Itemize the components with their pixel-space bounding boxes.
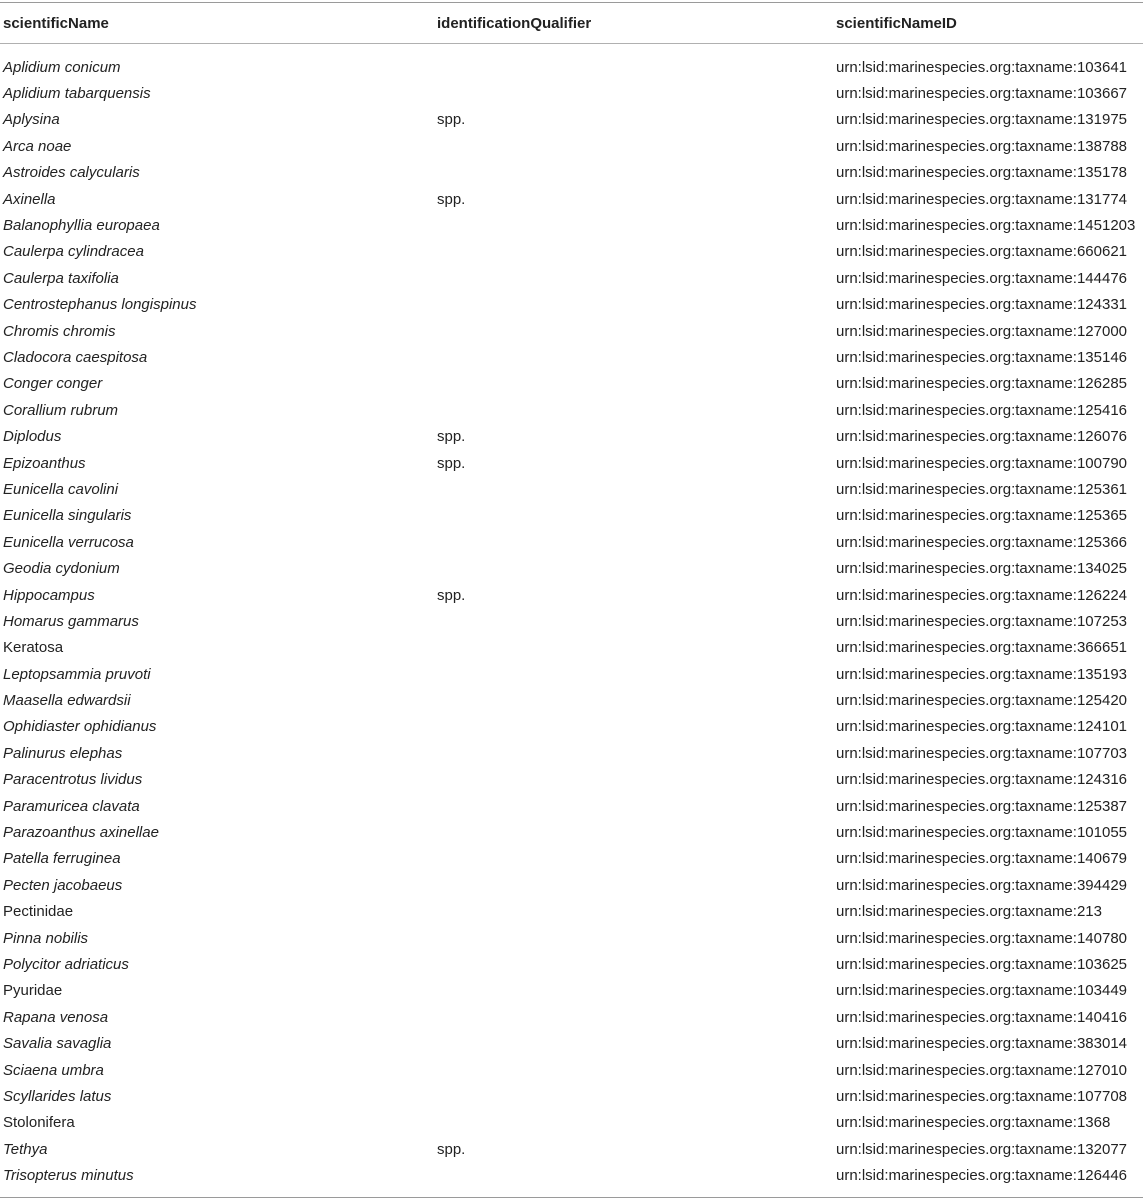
- table-row: [0, 951, 1143, 977]
- cell-scientific-name-id: urn:lsid:marinespecies.org:taxname:132077: [836, 1140, 1127, 1158]
- cell-scientific-name-id: urn:lsid:marinespecies.org:taxname:135178: [836, 164, 1127, 182]
- cell-scientific-name: Caulerpa cylindracea: [3, 243, 144, 261]
- table-row: [0, 608, 1143, 634]
- table-row: [0, 397, 1143, 423]
- cell-scientific-name-id: urn:lsid:marinespecies.org:taxname:140780: [836, 929, 1127, 947]
- cell-scientific-name: Caulerpa taxifolia: [3, 269, 119, 287]
- table-row: [0, 1004, 1143, 1030]
- cell-scientific-name-id: urn:lsid:marinespecies.org:taxname:140679: [836, 850, 1127, 868]
- cell-scientific-name-id: urn:lsid:marinespecies.org:taxname:103641: [836, 58, 1127, 76]
- table-row: [0, 978, 1143, 1004]
- cell-scientific-name: Scyllarides latus: [3, 1087, 112, 1105]
- cell-scientific-name: Astroides calycularis: [3, 164, 140, 182]
- table-row: [0, 344, 1143, 370]
- table-row: [0, 582, 1143, 608]
- cell-scientific-name-id: urn:lsid:marinespecies.org:taxname:124316: [836, 771, 1127, 789]
- table-row: [0, 292, 1143, 318]
- cell-scientific-name: Centrostephanus longispinus: [3, 296, 197, 314]
- header-identification-qualifier: identificationQualifier: [437, 14, 592, 32]
- cell-identification-qualifier: spp.: [437, 428, 466, 446]
- table-row: [0, 503, 1143, 529]
- cell-scientific-name: Trisopterus minutus: [3, 1167, 134, 1185]
- table-row: [0, 212, 1143, 238]
- cell-scientific-name-id: urn:lsid:marinespecies.org:taxname:135146: [836, 348, 1127, 366]
- cell-scientific-name-id: urn:lsid:marinespecies.org:taxname:144476: [836, 269, 1127, 287]
- cell-scientific-name: Conger conger: [3, 375, 103, 393]
- cell-scientific-name-id: urn:lsid:marinespecies.org:taxname:125366: [836, 533, 1127, 551]
- cell-scientific-name-id: urn:lsid:marinespecies.org:taxname:124331: [836, 296, 1127, 314]
- cell-scientific-name-id: urn:lsid:marinespecies.org:taxname:103449: [836, 982, 1127, 1000]
- cell-scientific-name: Maasella edwardsii: [3, 692, 131, 710]
- cell-scientific-name: Eunicella singularis: [3, 507, 132, 525]
- table-row: [0, 423, 1143, 449]
- table-row: [0, 107, 1143, 133]
- cell-scientific-name-id: urn:lsid:marinespecies.org:taxname:126076: [836, 428, 1127, 446]
- cell-scientific-name: Savalia savaglia: [3, 1035, 112, 1053]
- table-row: [0, 371, 1143, 397]
- cell-identification-qualifier: spp.: [437, 1140, 466, 1158]
- cell-scientific-name: Pecten jacobaeus: [3, 876, 123, 894]
- cell-scientific-name: Polycitor adriaticus: [3, 955, 129, 973]
- table-row: [0, 661, 1143, 687]
- cell-scientific-name-id: urn:lsid:marinespecies.org:taxname:103625: [836, 955, 1127, 973]
- table-row: [0, 767, 1143, 793]
- cell-scientific-name-id: urn:lsid:marinespecies.org:taxname:134025: [836, 560, 1127, 578]
- table-row: [0, 1083, 1143, 1109]
- cell-scientific-name-id: urn:lsid:marinespecies.org:taxname:125365: [836, 507, 1127, 525]
- cell-scientific-name: Aplidium conicum: [3, 58, 121, 76]
- table-row: [0, 714, 1143, 740]
- cell-scientific-name: Eunicella verrucosa: [3, 533, 134, 551]
- cell-scientific-name-id: urn:lsid:marinespecies.org:taxname:107703: [836, 744, 1127, 762]
- table-row: [0, 872, 1143, 898]
- cell-scientific-name-id: urn:lsid:marinespecies.org:taxname:126285: [836, 375, 1127, 393]
- cell-scientific-name: Parazoanthus axinellae: [3, 824, 159, 842]
- table-row: [0, 265, 1143, 291]
- cell-scientific-name-id: urn:lsid:marinespecies.org:taxname:1451203: [836, 217, 1136, 235]
- table-row: [0, 846, 1143, 872]
- cell-scientific-name-id: urn:lsid:marinespecies.org:taxname:394429: [836, 876, 1127, 894]
- table-header-row: [0, 3, 1143, 43]
- cell-scientific-name: Diplodus: [3, 428, 62, 446]
- table-row: [0, 555, 1143, 581]
- cell-scientific-name-id: urn:lsid:marinespecies.org:taxname:125361: [836, 480, 1127, 498]
- cell-scientific-name-id: urn:lsid:marinespecies.org:taxname:135193: [836, 665, 1127, 683]
- cell-scientific-name-id: urn:lsid:marinespecies.org:taxname:213: [836, 903, 1102, 921]
- cell-scientific-name: Rapana venosa: [3, 1008, 109, 1026]
- cell-scientific-name-id: urn:lsid:marinespecies.org:taxname:127010: [836, 1061, 1127, 1079]
- table-row: [0, 160, 1143, 186]
- cell-scientific-name: Ophidiaster ophidianus: [3, 718, 157, 736]
- cell-scientific-name-id: urn:lsid:marinespecies.org:taxname:103667: [836, 85, 1127, 103]
- table-row: [0, 1110, 1143, 1136]
- table-row: [0, 80, 1143, 106]
- table-body: [0, 44, 1143, 1197]
- cell-scientific-name-id: urn:lsid:marinespecies.org:taxname:1368: [836, 1114, 1111, 1132]
- cell-scientific-name: Leptopsammia pruvoti: [3, 665, 151, 683]
- cell-scientific-name-id: urn:lsid:marinespecies.org:taxname:366651: [836, 639, 1127, 657]
- header-scientific-name: scientificName: [3, 14, 109, 32]
- cell-scientific-name: Aplidium tabarquensis: [3, 85, 151, 103]
- cell-scientific-name: Pinna nobilis: [3, 929, 89, 947]
- cell-scientific-name: Balanophyllia europaea: [3, 217, 160, 235]
- cell-scientific-name-id: urn:lsid:marinespecies.org:taxname:124101: [836, 718, 1127, 736]
- table-row: [0, 1057, 1143, 1083]
- cell-identification-qualifier: spp.: [437, 454, 466, 472]
- cell-scientific-name: Paramuricea clavata: [3, 797, 140, 815]
- cell-scientific-name: Sciaena umbra: [3, 1061, 104, 1079]
- cell-scientific-name-id: urn:lsid:marinespecies.org:taxname:138788: [836, 137, 1127, 155]
- table-row: [0, 54, 1143, 80]
- cell-scientific-name-id: urn:lsid:marinespecies.org:taxname:125416: [836, 401, 1127, 419]
- table-row: [0, 635, 1143, 661]
- table-row: [0, 450, 1143, 476]
- cell-scientific-name: Geodia cydonium: [3, 560, 120, 578]
- cell-scientific-name-id: urn:lsid:marinespecies.org:taxname:131774: [836, 190, 1127, 208]
- cell-scientific-name: Aplysina: [3, 111, 60, 129]
- cell-scientific-name: Arca noae: [3, 137, 72, 155]
- cell-scientific-name-id: urn:lsid:marinespecies.org:taxname:660621: [836, 243, 1127, 261]
- cell-scientific-name-id: urn:lsid:marinespecies.org:taxname:140416: [836, 1008, 1127, 1026]
- cell-scientific-name: Hippocampus: [3, 586, 95, 604]
- cell-scientific-name: Keratosa: [3, 639, 64, 657]
- cell-scientific-name: Axinella: [3, 190, 56, 208]
- cell-scientific-name: Corallium rubrum: [3, 401, 119, 419]
- cell-scientific-name: Paracentrotus lividus: [3, 771, 143, 789]
- cell-scientific-name-id: urn:lsid:marinespecies.org:taxname:131975: [836, 111, 1127, 129]
- cell-scientific-name-id: urn:lsid:marinespecies.org:taxname:107708: [836, 1087, 1127, 1105]
- cell-scientific-name: Patella ferruginea: [3, 850, 121, 868]
- cell-scientific-name: Epizoanthus: [3, 454, 86, 472]
- table-row: [0, 819, 1143, 845]
- cell-scientific-name-id: urn:lsid:marinespecies.org:taxname:126224: [836, 586, 1127, 604]
- cell-identification-qualifier: spp.: [437, 586, 466, 604]
- cell-scientific-name-id: urn:lsid:marinespecies.org:taxname:107253: [836, 612, 1127, 630]
- cell-scientific-name: Tethya: [3, 1140, 48, 1158]
- cell-scientific-name-id: urn:lsid:marinespecies.org:taxname:125420: [836, 692, 1127, 710]
- table-row: [0, 1030, 1143, 1056]
- table-row: [0, 793, 1143, 819]
- table-row: [0, 476, 1143, 502]
- cell-scientific-name-id: urn:lsid:marinespecies.org:taxname:100790: [836, 454, 1127, 472]
- table-row: [0, 133, 1143, 159]
- table-row: [0, 529, 1143, 555]
- cell-scientific-name-id: urn:lsid:marinespecies.org:taxname:383014: [836, 1035, 1127, 1053]
- cell-scientific-name: Stolonifera: [3, 1114, 75, 1132]
- cell-identification-qualifier: spp.: [437, 190, 466, 208]
- cell-scientific-name: Chromis chromis: [3, 322, 116, 340]
- cell-scientific-name-id: urn:lsid:marinespecies.org:taxname:125387: [836, 797, 1127, 815]
- table-row: [0, 740, 1143, 766]
- cell-scientific-name: Pectinidae: [3, 903, 74, 921]
- cell-scientific-name: Pyuridae: [3, 982, 63, 1000]
- header-scientific-name-id: scientificNameID: [836, 14, 957, 32]
- cell-scientific-name: Homarus gammarus: [3, 612, 139, 630]
- table-row: [0, 186, 1143, 212]
- table-row: [0, 1162, 1143, 1188]
- cell-identification-qualifier: spp.: [437, 111, 466, 129]
- cell-scientific-name-id: urn:lsid:marinespecies.org:taxname:101055: [836, 824, 1127, 842]
- cell-scientific-name-id: urn:lsid:marinespecies.org:taxname:126446: [836, 1167, 1127, 1185]
- cell-scientific-name-id: urn:lsid:marinespecies.org:taxname:127000: [836, 322, 1127, 340]
- cell-scientific-name: Cladocora caespitosa: [3, 348, 148, 366]
- cell-scientific-name: Eunicella cavolini: [3, 480, 119, 498]
- table-bottom-rule: [0, 1197, 1143, 1198]
- table-row: [0, 925, 1143, 951]
- table-row: [0, 1136, 1143, 1162]
- table-row: [0, 318, 1143, 344]
- table-row: [0, 239, 1143, 265]
- cell-scientific-name: Palinurus elephas: [3, 744, 123, 762]
- table-row: [0, 899, 1143, 925]
- table-row: [0, 687, 1143, 713]
